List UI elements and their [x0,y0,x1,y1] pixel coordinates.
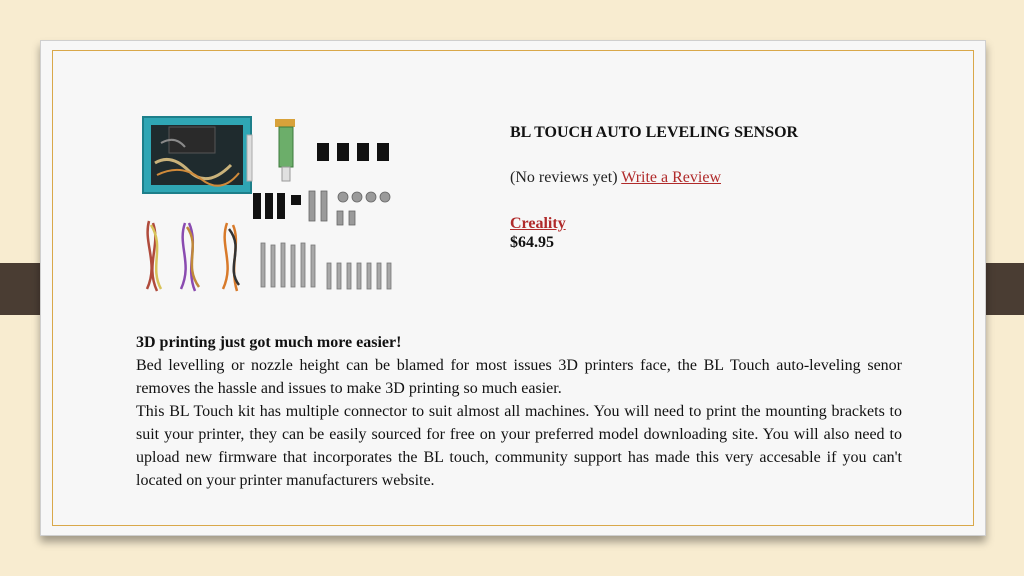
product-card [40,40,986,536]
product-title: BL TOUCH AUTO LEVELING SENSOR [510,124,799,141]
product-description [136,331,902,492]
brand-link[interactable]: Creality [510,215,566,232]
product-price: $64.95 [510,234,554,251]
product-info [510,123,940,252]
description-paragraph: This BL Touch kit has multiple connector to suit almost all machines. You will need to print the mounting brackets to suit your printer, they can be easily sourced for free on your preferred model downloading site. You will also need to upload new firmware that incorporates the BL touch, community support has made this very accesable if you can't located on your printer manufacturers website. [136,403,902,489]
reviews-count: (No reviews yet) [510,169,618,186]
card-frame [52,50,974,526]
write-review-link[interactable]: Write a Review [621,169,721,186]
description-heading: 3D printing just got much more easier! [136,334,402,351]
product-image [141,113,403,309]
reviews-line [510,168,940,188]
description-paragraph: Bed levelling or nozzle height can be blamed for most issues 3D printers face, the BL Touch auto-leveling senor removes the hassle and issues to make 3D printing so much easier. [136,357,902,397]
